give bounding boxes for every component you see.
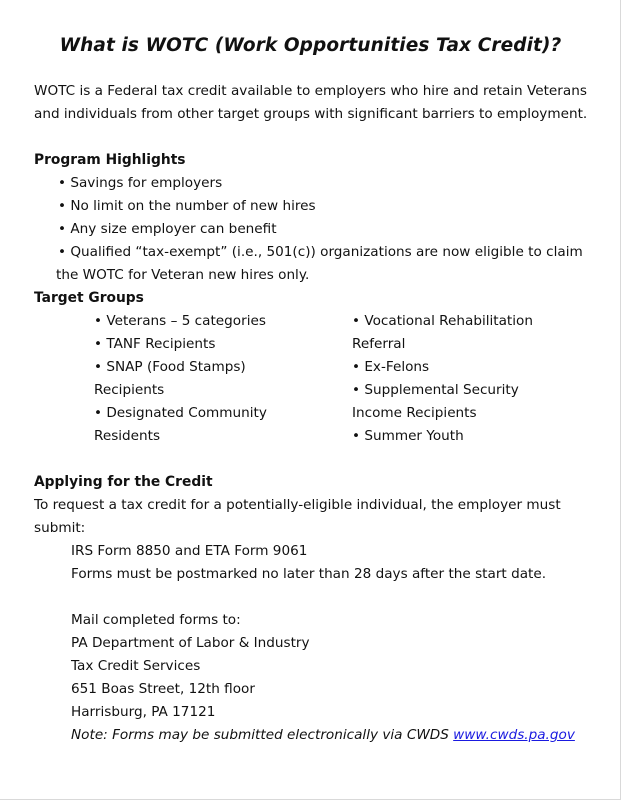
note-text: Note: Forms may be submitted electronically via CWDS bbox=[71, 727, 454, 743]
address-line: Harrisburg, PA 17121 bbox=[71, 704, 216, 720]
program-highlights-list bbox=[58, 172, 583, 287]
target-group-line: • SNAP (Food Stamps) bbox=[94, 359, 246, 375]
address-line: PA Department of Labor & Industry bbox=[71, 635, 310, 651]
intro-line-2: and individuals from other target groups with significant barriers to employment. bbox=[34, 106, 588, 122]
applying-line-2: submit: bbox=[34, 520, 86, 536]
page-title: What is WOTC (Work Opportunities Tax Credit)? bbox=[59, 35, 562, 56]
target-group-line: Income Recipients bbox=[352, 405, 477, 421]
list-item: • Qualified “tax-exempt” (i.e., 501(c)) organizations are now eligible to claim bbox=[58, 244, 583, 260]
mailing-block bbox=[71, 609, 575, 747]
target-group-line: Recipients bbox=[94, 382, 165, 398]
target-group-line: • Veterans – 5 categories bbox=[94, 313, 266, 329]
address-line: 651 Boas Street, 12th floor bbox=[71, 681, 255, 697]
target-group-line: • Supplemental Security bbox=[352, 382, 519, 398]
target-group-line: • Designated Community bbox=[94, 405, 267, 421]
address-line: Tax Credit Services bbox=[71, 658, 201, 674]
list-item: • Savings for employers bbox=[58, 175, 223, 191]
target-group-line: • Vocational Rehabilitation bbox=[352, 313, 533, 329]
forms-block bbox=[71, 540, 546, 586]
applying-line-1: To request a tax credit for a potentially-eligible individual, the employer must bbox=[34, 497, 561, 513]
target-groups-right-column bbox=[352, 310, 533, 448]
forms-required: IRS Form 8850 and ETA Form 9061 bbox=[71, 543, 308, 559]
target-group-line: Referral bbox=[352, 336, 406, 352]
target-groups-left-column bbox=[94, 310, 267, 448]
target-group-line: • Summer Youth bbox=[352, 428, 464, 444]
postmark-deadline: Forms must be postmarked no later than 28 days after the start date. bbox=[71, 566, 547, 582]
cwds-link[interactable]: www.cwds.pa.gov bbox=[453, 727, 575, 743]
applying-heading: Applying for the Credit bbox=[34, 474, 213, 490]
target-group-line: • Ex-Felons bbox=[352, 359, 430, 375]
applying-paragraph bbox=[34, 494, 561, 540]
list-item-continuation: the WOTC for Veteran new hires only. bbox=[56, 267, 310, 283]
electronic-submission-note bbox=[71, 724, 575, 747]
mail-label: Mail completed forms to: bbox=[71, 612, 241, 628]
intro-line-1: WOTC is a Federal tax credit available to employers who hire and retain Veterans bbox=[34, 83, 587, 99]
target-group-line: • TANF Recipients bbox=[94, 336, 216, 352]
list-item: • No limit on the number of new hires bbox=[58, 198, 316, 214]
target-groups-heading: Target Groups bbox=[34, 290, 144, 306]
program-highlights-heading: Program Highlights bbox=[34, 152, 186, 168]
intro-paragraph bbox=[34, 80, 587, 126]
target-group-line: Residents bbox=[94, 428, 161, 444]
list-item: • Any size employer can benefit bbox=[58, 221, 277, 237]
